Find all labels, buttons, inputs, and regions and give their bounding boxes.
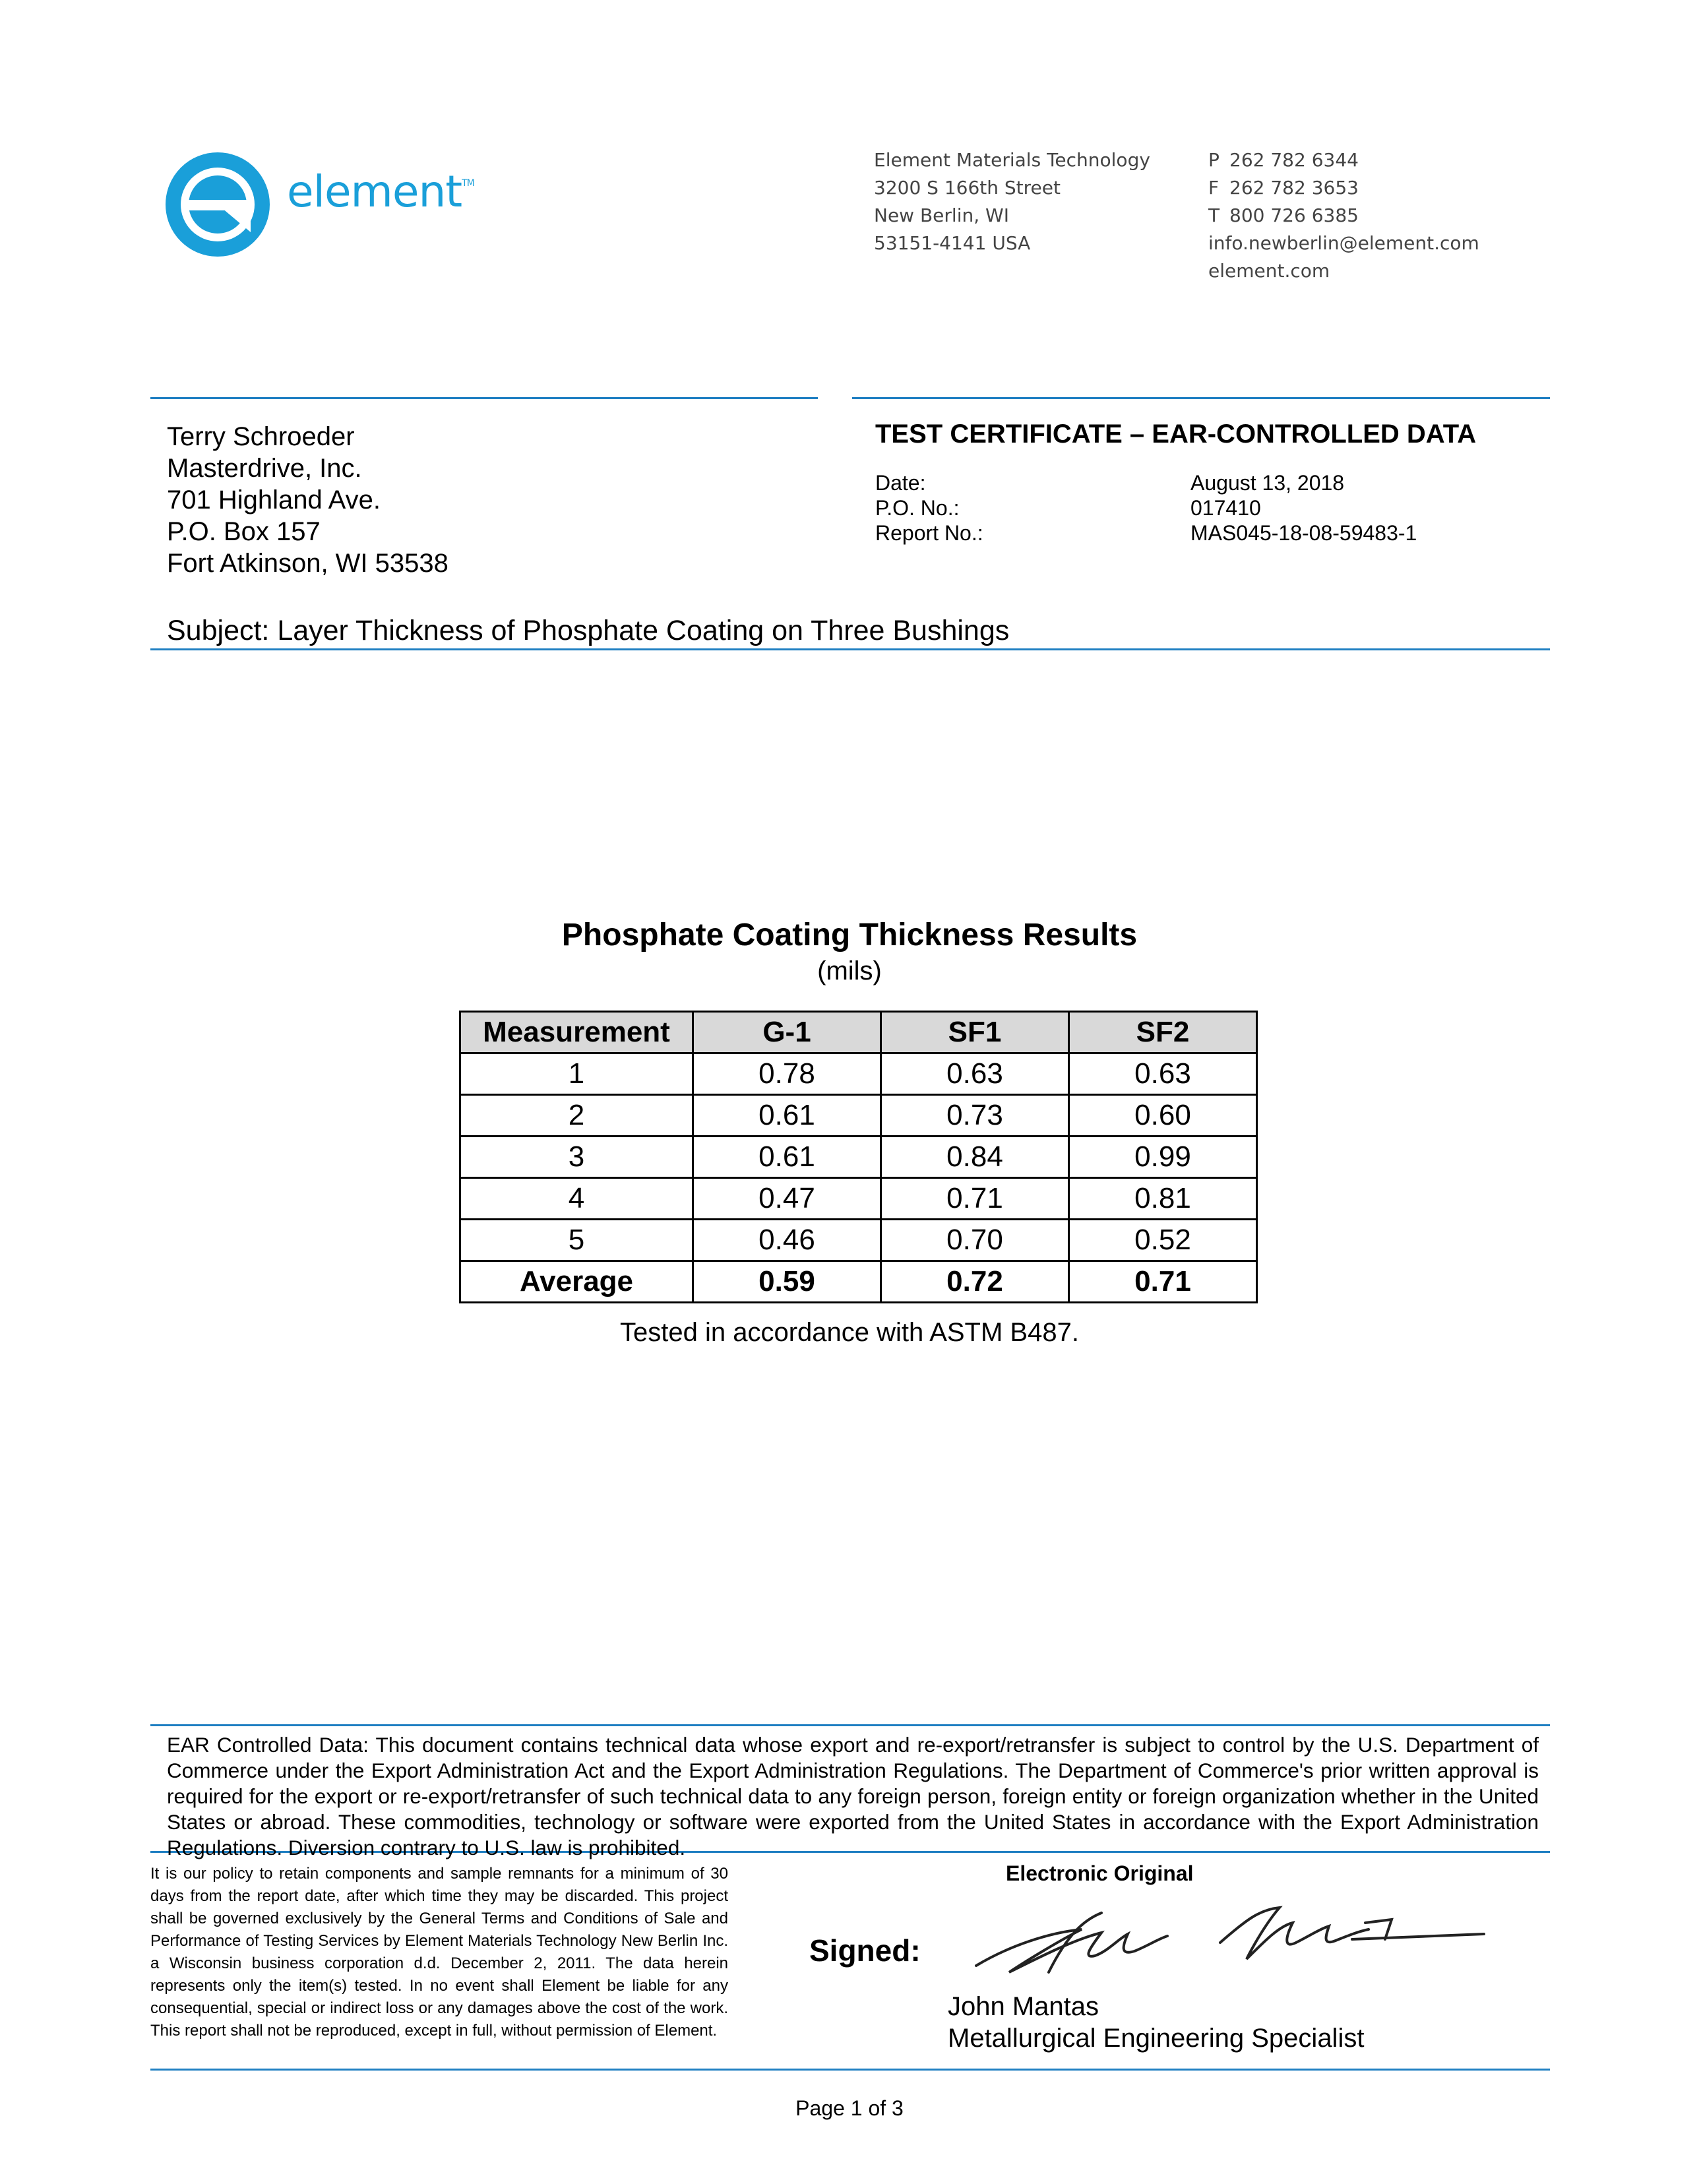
table-cell: 0.60 — [1069, 1095, 1257, 1137]
divider — [852, 397, 1550, 399]
recipient-line: Terry Schroeder — [167, 422, 355, 451]
table-title: Phosphate Coating Thickness Results — [561, 918, 1138, 952]
table-cell: 0.70 — [881, 1220, 1069, 1261]
table-row — [460, 1137, 1257, 1178]
header-cell: SF1 — [881, 1012, 1069, 1053]
header-cell: Measurement — [460, 1012, 693, 1053]
ear-notice: EAR Controlled Data: This document contains technical data whose export and re-export/retransfer is subject to control by the U.S. Department of Commerce under the Export Administration Act and the Export Administration Regulations. The Department of Commerce's prior written approval is required for the export or re-export/retransfer of such technical data to any foreign person, foreign entity or foreign organization whether in the United States or abroad. These commodities, technology or software were exported from the United States in accordance with the Export Administration Regulations. Diversion contrary to U.S. law is prohibited. — [167, 1733, 1539, 1859]
signed-label: Signed: — [809, 1933, 921, 1968]
table-cell: 5 — [460, 1220, 693, 1261]
table-row — [460, 1053, 1257, 1095]
company-contact — [1208, 146, 1479, 285]
company-line: 3200 S 166th Street — [874, 177, 1061, 199]
table-cell: Average — [460, 1261, 693, 1303]
company-line: New Berlin, WI — [874, 204, 1009, 226]
table-cell: 0.59 — [693, 1261, 881, 1303]
table-cell: 1 — [460, 1053, 693, 1095]
company-line: 53151-4141 USA — [874, 232, 1031, 254]
company-line: Element Materials Technology — [874, 149, 1150, 171]
table-cell: 0.72 — [881, 1261, 1069, 1303]
subject-line: Subject: Layer Thickness of Phosphate Coating on Three Bushings — [167, 615, 1010, 646]
table-cell: 0.73 — [881, 1095, 1069, 1137]
page-number: Page 1 of 3 — [795, 2096, 904, 2120]
tollfree-line: T 800 726 6385 — [1208, 204, 1359, 226]
table-cell: 0.47 — [693, 1178, 881, 1220]
table-unit: (mils) — [817, 956, 882, 985]
signature-image — [970, 1893, 1491, 1992]
table-cell: 3 — [460, 1137, 693, 1178]
report-row: Report No.: MAS045-18-08-59483-1 — [875, 521, 1417, 545]
recipient-line: Fort Atkinson, WI 53538 — [167, 549, 448, 578]
email-link[interactable]: info.newberlin@element.com — [1208, 232, 1479, 254]
header-cell: SF2 — [1069, 1012, 1257, 1053]
recipient-line: Masterdrive, Inc. — [167, 454, 362, 483]
table-cell: 0.78 — [693, 1053, 881, 1095]
table-cell: 0.63 — [1069, 1053, 1257, 1095]
logo-wordmark: element™ — [287, 166, 474, 217]
divider — [150, 397, 818, 399]
fax-line: F 262 782 3653 — [1208, 177, 1359, 199]
table-row — [460, 1220, 1257, 1261]
table-cell: 0.63 — [881, 1053, 1069, 1095]
average-row — [460, 1261, 1257, 1303]
phone-line: P 262 782 6344 — [1208, 149, 1359, 171]
header-cell: G-1 — [693, 1012, 881, 1053]
table-cell: 0.81 — [1069, 1178, 1257, 1220]
electronic-original-label: Electronic Original — [1006, 1861, 1194, 1885]
table-cell: 2 — [460, 1095, 693, 1137]
table-row — [460, 1095, 1257, 1137]
company-logo — [165, 152, 474, 257]
table-cell: 0.46 — [693, 1220, 881, 1261]
table-cell: 4 — [460, 1178, 693, 1220]
table-cell: 0.61 — [693, 1095, 881, 1137]
table-cell: 0.84 — [881, 1137, 1069, 1178]
divider — [150, 1724, 1550, 1726]
company-address — [874, 146, 1150, 257]
recipient-address — [167, 421, 448, 579]
table-cell: 0.71 — [1069, 1261, 1257, 1303]
divider — [150, 648, 1550, 650]
test-standard-note: Tested in accordance with ASTM B487. — [620, 1318, 1079, 1347]
table-cell: 0.52 — [1069, 1220, 1257, 1261]
divider — [150, 2069, 1550, 2071]
date-row: Date: August 13, 2018 — [875, 471, 1345, 495]
table-cell: 0.61 — [693, 1137, 881, 1178]
results-table — [459, 1011, 1258, 1303]
recipient-line: P.O. Box 157 — [167, 517, 321, 546]
certificate-title: TEST CERTIFICATE – EAR-CONTROLLED DATA — [875, 420, 1477, 449]
signer-title: Metallurgical Engineering Specialist — [948, 2024, 1365, 2053]
recipient-line: 701 Highland Ave. — [167, 485, 381, 515]
table-row — [460, 1178, 1257, 1220]
certificate-meta — [875, 470, 1417, 546]
table-cell: 0.71 — [881, 1178, 1069, 1220]
website-link[interactable]: element.com — [1208, 260, 1330, 282]
signer-block — [948, 1991, 1364, 2054]
retention-policy: It is our policy to retain components and sample remnants for a minimum of 30 days from the report date, after which time they may be discarded. This project shall be governed exclusively by the General Terms and Conditions of Sale and Performance of Testing Services by Element Materials Technology New Berlin Inc. a Wisconsin business corporation d.d. December 2, 2011. The data herein represents only the item(s) tested. In no event shall Element be liable for any consequential, special or indirect loss or any damages above the cost of the work. This report shall not be reproduced, except in full, without permission of Element. — [150, 1865, 728, 2040]
signer-name: John Mantas — [948, 1992, 1099, 2021]
po-row: P.O. No.: 017410 — [875, 496, 1261, 520]
element-logo-icon — [165, 152, 270, 257]
table-header-row — [460, 1012, 1257, 1053]
table-cell: 0.99 — [1069, 1137, 1257, 1178]
trademark: TM — [462, 178, 474, 189]
